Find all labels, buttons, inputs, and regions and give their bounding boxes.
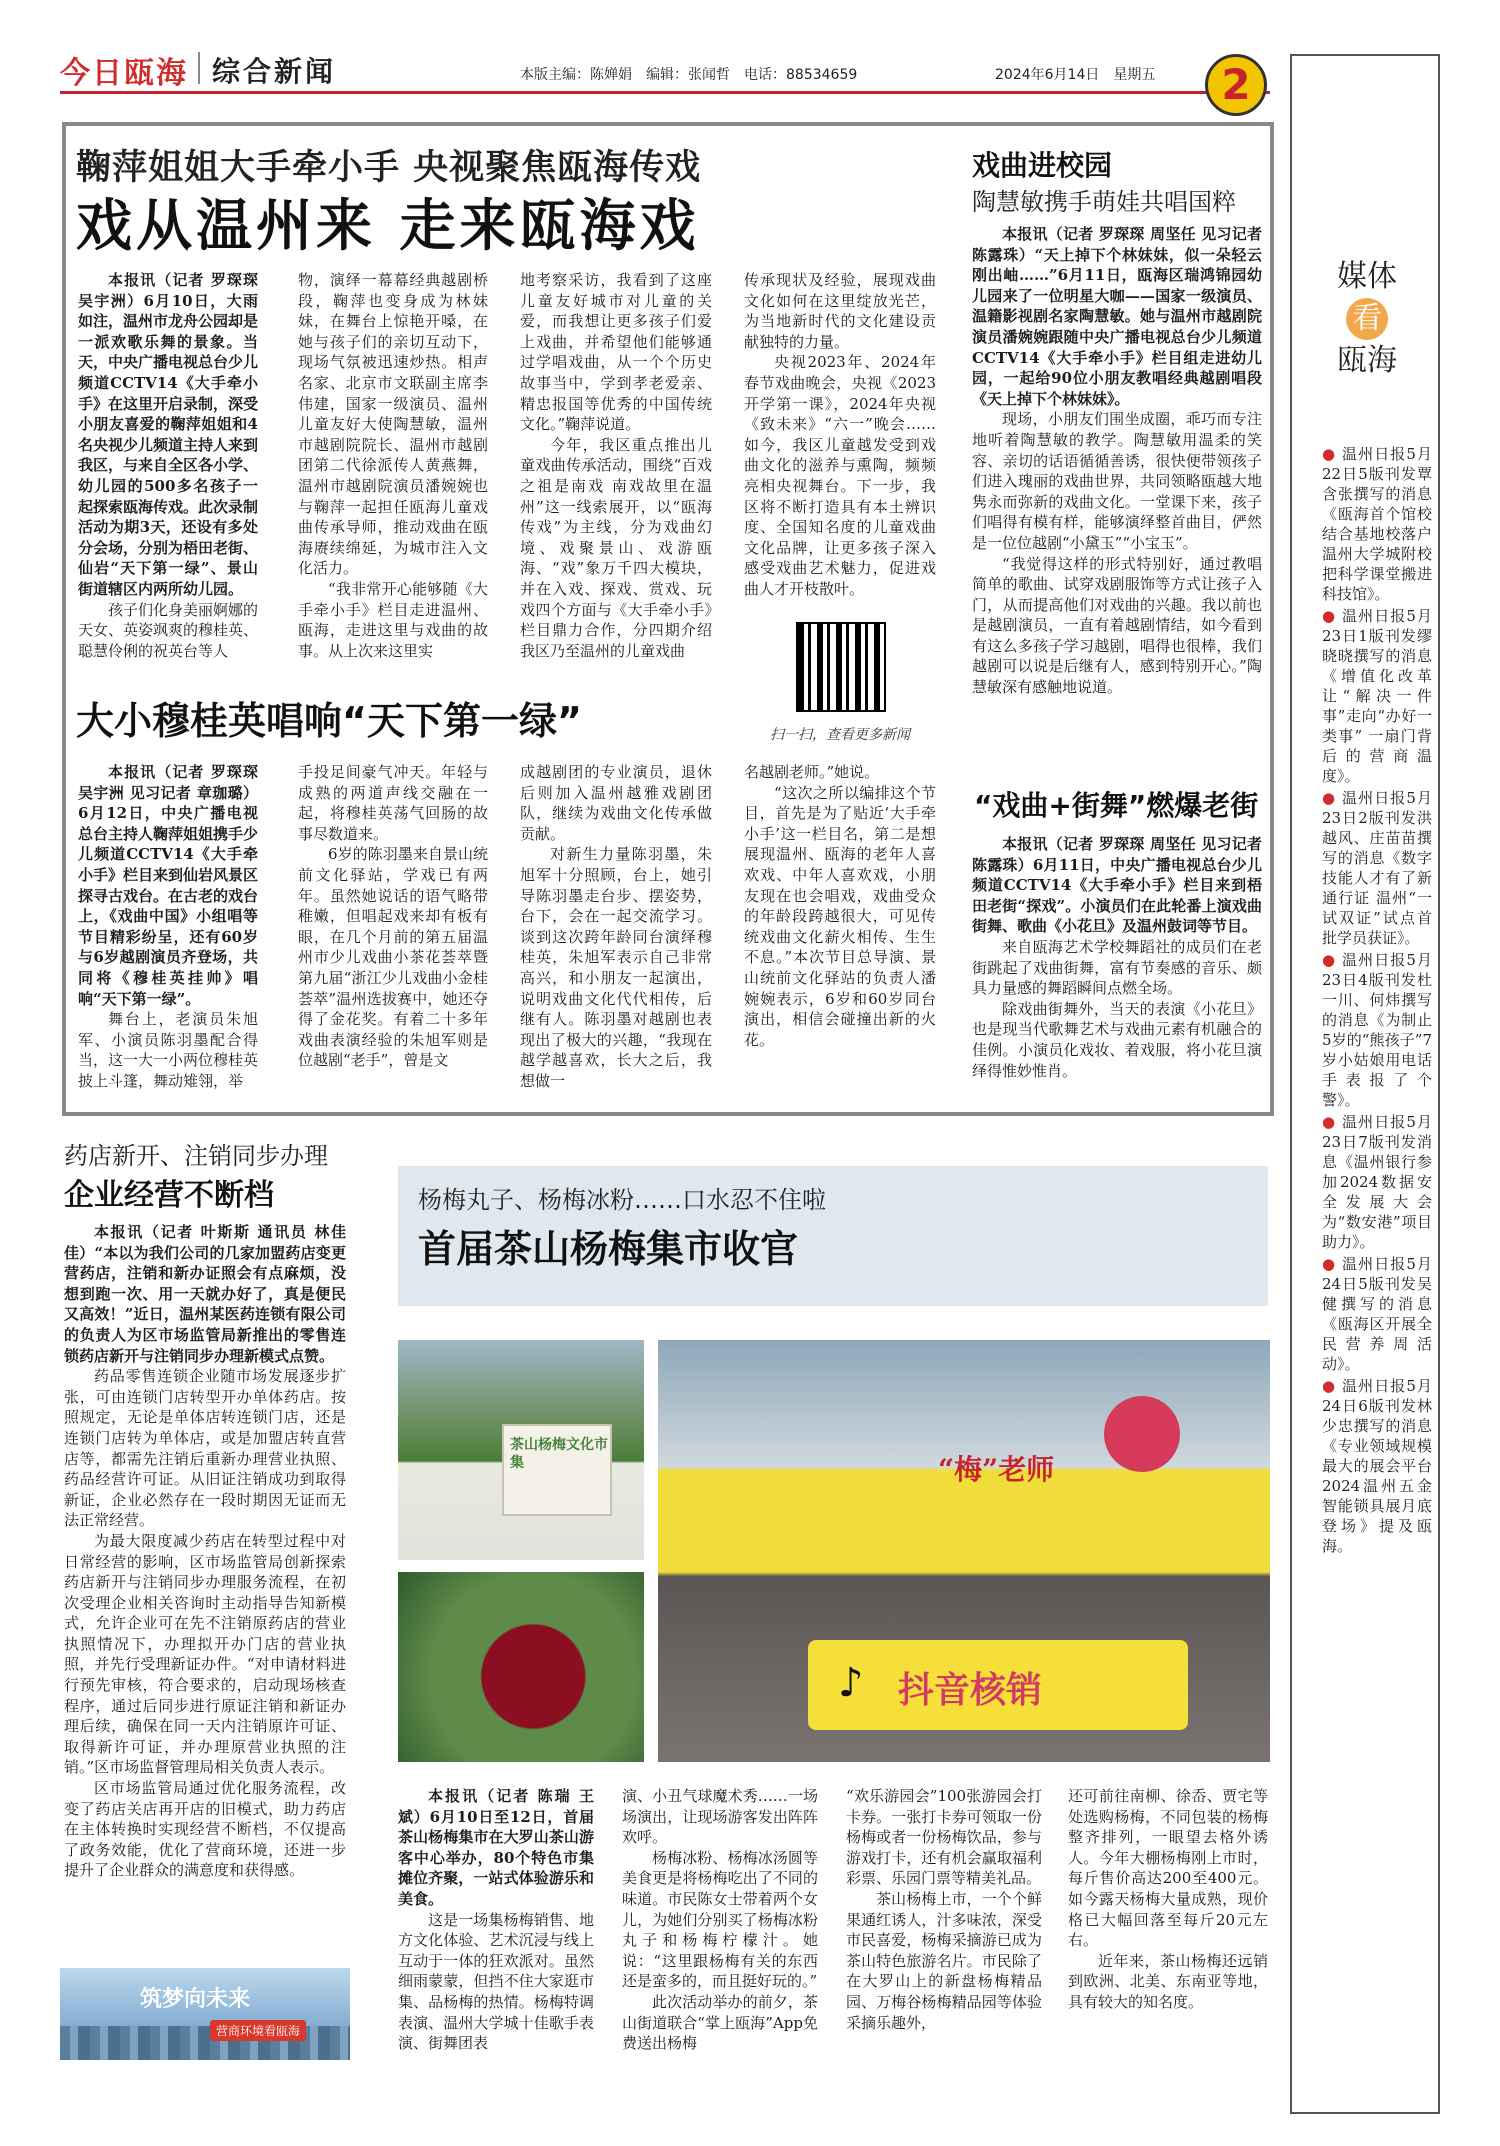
- story5-paragraph: 区市场监管局通过优化服务流程，改变了药店关店再开店的旧模式，助力药店在主体转换时实现经营不断档，不仅提高了政务效能，优化了营商环境，还进一步提升了企业群众的满意度和获得感。: [64, 1779, 346, 1880]
- story5-paragraph: 本报讯（记者 叶斯斯 通讯员 林佳佳）“本以为我们公司的几家加盟药店变更营药店，注销和新办证照会有点麻烦，没想到跑一次、用一天就办好了，真是便民又高效！”近日，温州某医药连锁有限公司的负责人为区市场监管局新推出的零售连锁药店新开与注销同步办理新模式点赞。: [64, 1223, 346, 1365]
- logo-divider: [198, 52, 200, 84]
- story3-column-3: [520, 762, 712, 1104]
- story6-paragraph: 这是一场集杨梅销售、地方文化体验、艺术沉浸与线上互动于一体的狂欢派对。虽然细雨蒙蒙，但挡不住大家逛市集、品杨梅的热情。杨梅特调表演、温州大学城十佳歌手表演、街舞团表: [398, 1910, 594, 2053]
- story6-pre-title: 杨梅丸子、杨梅冰粉……口水忍不住啦: [418, 1186, 826, 1214]
- story6-paragraph: 茶山杨梅上市，一个个鲜果通红诱人，汁多味浓，深受市民喜爱，杨梅采摘游已成为茶山特色旅游名片。市民除了在大罗山上的新盘杨梅精品园、万梅谷杨梅精品园等体验采摘乐趣外，: [846, 1889, 1042, 2032]
- sidebar-title-mid: 看: [1346, 298, 1388, 340]
- story3-paragraph: 本报讯（记者 罗琛琛 吴宇洲 见习记者 章珈璐）6月12日，中央广播电视总台主持人鞠萍姐姐携手少儿频道CCTV14《大手牵小手》栏目来到仙岩风景区探寻古戏台。在古老的戏台上，《戏曲中国》小组唱等节目精彩纷呈，还有60岁与6岁越剧演员齐登场，共同将《穆桂英挂帅》唱响“天下第一绿”。: [78, 763, 258, 1008]
- story3-column-1: [78, 762, 258, 1104]
- sidebar-list-item: ● 温州日报5月23日1版刊发缪晓晓撰写的消息《增值化改革让“解决一件事”走向“办好一类事” 一扇门背后的营商温度》。: [1322, 607, 1432, 785]
- story6-column-4: [1068, 1786, 1268, 2086]
- page-number-badge: [1205, 54, 1267, 116]
- bullet-dot-icon: ●: [1322, 1255, 1343, 1273]
- story5-title: 企业经营不断档: [64, 1178, 274, 1213]
- story6-paragraph: 近年来，茶山杨梅还远销到欧洲、北美、东南亚等地，具有较大的知名度。: [1068, 1951, 1268, 2011]
- story3-paragraph: 手投足间豪气冲天。年轻与成熟的两道声线交融在一起，将穆桂英荡气回肠的故事尽数道来。: [298, 763, 488, 843]
- stall-banner: [808, 1640, 1188, 1730]
- story1-column-2: [298, 270, 488, 680]
- story1-paragraph: 本报讯（记者 罗琛琛 吴宇洲）6月10日，大雨如注，温州市龙舟公园却是一派欢歌乐舞的景象。当天，中央广播电视总台少儿频道CCTV14《大手牵小手》在这里开启录制，深受小朋友喜爱的鞠萍姐姐和4名央视少儿频道主持人来到我区，与来自全区各小学、幼儿园的500多名孩子一起探索瓯海传戏。此次录制活动为期3天，还设有多处分会场，分别为梧田老街、仙岩“天下第一绿”、景山街道辖区内两所幼儿园。: [78, 271, 258, 598]
- story6-column-2: [622, 1786, 818, 2086]
- sidebar-list: [1322, 444, 1432, 1724]
- story6-paragraph: 杨梅冰粉、杨梅冰汤圆等美食更是将杨梅吃出了不同的味道。市民陈女士带着两个女儿，为她们分别买了杨梅冰粉丸子和杨梅柠檬汁。她说：“这里跟杨梅有关的东西还是蛮多的，而且挺好玩的。”: [622, 1848, 818, 1991]
- story1-column-3: [520, 270, 712, 680]
- city-skyline: [60, 2026, 350, 2060]
- photo-market-stall: [658, 1340, 1270, 1762]
- story6-column-3: [846, 1786, 1042, 2086]
- bullet-dot-icon: ●: [1322, 1113, 1343, 1131]
- story2-body: [972, 224, 1262, 764]
- story4-title: “戏曲+街舞”燃爆老街: [974, 789, 1259, 822]
- story4-paragraph: 来自瓯海艺术学校舞蹈社的成员们在老街跳起了戏曲街舞，富有节奏感的音乐、颇具力量感的舞蹈瞬间点燃全场。: [972, 937, 1262, 998]
- sidebar-title-bottom: 瓯海: [1337, 343, 1397, 378]
- sidebar-list-item: ● 温州日报5月24日6版刊发林少忠撰写的消息《专业领域规模最大的展会平台 2024温州五金智能锁具展月底登场》提及瓯海。: [1322, 1377, 1432, 1555]
- story3-column-4: [744, 762, 936, 1104]
- sidebar-list-item: ● 温州日报5月22日5版刊发覃含张撰写的消息《瓯海首个馆校结合基地校落户温州大学城附校 把科学课堂搬进科技馆》。: [1322, 445, 1432, 603]
- story3-paragraph: 对新生力量陈羽墨，朱旭军十分照顾，台上，她引导陈羽墨走台步、摆姿势，台下，会在一起交流学习。谈到这次跨年龄同台演绎穆桂英，朱旭军表示自己非常高兴，和小朋友一起演出，说明戏曲文化代代相传，后继有人。陈羽墨对越剧也表现出了极大的兴趣，“我现在越学越喜欢，长大之后，我想做一: [520, 845, 712, 1090]
- story4-paragraph: 除戏曲街舞外，当天的表演《小花旦》也是现当代歌舞艺术与戏曲元素有机融合的佳例。小演员化戏妆、着戏服，将小花旦演绎得惟妙惟肖。: [972, 999, 1262, 1080]
- bullet-dot-icon: ●: [1322, 607, 1343, 625]
- photo-bayberry-hand: [398, 1572, 644, 1762]
- story2-title: 戏曲进校园: [972, 149, 1113, 182]
- story5-body: [64, 1222, 346, 1962]
- photo-bayberry-board: [398, 1340, 644, 1560]
- story1-column-4: [744, 270, 936, 610]
- stall-banner-text: 抖音核销: [898, 1670, 1043, 1711]
- bullet-dot-icon: ●: [1322, 951, 1343, 969]
- douyin-icon: ♪: [838, 1660, 864, 1706]
- story5-paragraph: 为最大限度减少药店在转型过程中对日常经营的影响，区市场监管局创新探索药店新开与注销同步办理服务流程，在初次受理企业相关咨询时主动指导告知新模式，允许企业可在先不注销原药店的营业执照情况下，办理拟开办门店的营业执照，并先行受理新证办件。“对申请材料进行预先审核，符合要求的，启动现场核查程序，通过后同步进行原证注销和新证办理后续，确保在同一天内注销原许可证、取得新许可证，并办理原营业执照的注销。”区市场监督管理局相关负责人表示。: [64, 1531, 346, 1777]
- story1-paragraph: 地考察采访，我看到了这座儿童友好城市对儿童的关爱，而我想让更多孩子们爱上戏曲，并希望他们能够通过学唱戏曲，从一个个历史故事当中，学到孝老爱亲、精忠报国等优秀的中国传统文化。”鞠萍说道。: [520, 271, 712, 434]
- sidebar-list-item: ● 温州日报5月23日2版刊发洪越风、庄苗苗撰写的消息《数字技能人才有了新通行证 温州“一试双证”试点首批学员获证》。: [1322, 789, 1432, 947]
- story2-paragraph: 本报讯（记者 罗琛琛 周坚任 见习记者 陈露珠）“天上掉下个林妹妹，似一朵轻云刚出岫……”6月11日，瓯海区瑞鸿锦园幼儿园来了一位明星大咖——国家一级演员、温籍影视剧名家陶慧敏。她与温州市越剧院演员潘婉婉跟随中央广播电视总台少儿频道CCTV14《大手牵小手》栏目组走进幼儿园，一起给90位小朋友教唱经典越剧唱段《天上掉下个林妹妹》。: [972, 225, 1262, 408]
- story3-paragraph: “这次之所以编排这个节目，首先是为了贴近‘大手牵小手’这一栏目名，第二是想展现温州、瓯海的老年人喜欢戏、中年人喜欢戏，小朋友现在也会唱戏，戏曲受众的年龄段跨越很大，可见传统戏曲文化薪火相传、生生不息。”本次节目总导演、景山统前文化驿站的负责人潘婉婉表示，6岁和60岁同台演出，相信会碰撞出新的火花。: [744, 783, 936, 1049]
- story1-paragraph: 传承现状及经验，展现戏曲文化如何在这里绽放光芒，为当地新时代的文化建设贡献独特的力量。: [744, 271, 936, 351]
- story6-paragraph: 此次活动举办的前夕，茶山街道联合“掌上瓯海”App免费送出杨梅: [622, 1992, 818, 2053]
- story1-paragraph: 孩子们化身美丽婀娜的天女、英姿飒爽的穆桂英、聪慧伶俐的祝英台等人: [78, 600, 258, 660]
- sidebar-list-item: ● 温州日报5月23日4版刊发杜一川、何炜撰写的消息《为制止5岁的“熊孩子”7岁小姑娘用电话手表报了个警》。: [1322, 951, 1432, 1109]
- masthead: [60, 44, 1270, 94]
- story4-body: [972, 834, 1262, 1106]
- banner-subtitle: 营商环境看瓯海: [210, 2020, 306, 2041]
- market-signboard: [502, 1424, 612, 1516]
- section-name: 综合新闻: [212, 55, 337, 88]
- signboard-text: 茶山杨梅文化市集: [510, 1437, 608, 1471]
- stall-sign: “梅”老师: [938, 1453, 1055, 1486]
- qr-caption: 扫一扫，查看更多新闻: [770, 727, 910, 743]
- publication-date: 2024年6月14日 星期五: [995, 67, 1156, 83]
- story1-column-1: [78, 270, 258, 680]
- sidebar-list-item: ● 温州日报5月24日5版刊发吴健撰写的消息《瓯海区开展全民营养周活动》。: [1322, 1255, 1432, 1373]
- bayberry-mascot: [1104, 1396, 1180, 1472]
- story2-subtitle: 陶慧敏携手萌娃共唱国粹: [972, 188, 1236, 216]
- story6-paragraph: 演、小丑气球魔术秀……一场场演出，让现场游客发出阵阵欢呼。: [622, 1787, 818, 1847]
- sidebar-title-top: 媒体: [1337, 259, 1397, 294]
- story1-paragraph: “我非常开心能够随《大手牵小手》栏目走进温州、瓯海，走进这里与戏曲的故事。从上次来这里实: [298, 579, 488, 660]
- story6-title: 首届茶山杨梅集市收官: [418, 1227, 799, 1271]
- story3-paragraph: 舞台上，老演员朱旭军、小演员陈羽墨配合得当，这一大一小两位穆桂英披上斗篷，舞动雉翎，举: [78, 1010, 258, 1090]
- story3-column-2: [298, 762, 488, 1104]
- story2-paragraph: “我觉得这样的形式特别好，通过教唱简单的歌曲、试穿戏剧服饰等方式让孩子入门，从而提高他们对戏曲的兴趣。我以前也是越剧演员，一直有着越剧情结，如今看到有这么多孩子学习越剧，唱得也很棒，我们越剧可以说是后继有人，感到特别开心。”陶慧敏深有感触地说道。: [972, 554, 1262, 697]
- story1-paragraph: 物，演绎一幕幕经典越剧桥段，鞠萍也变身成为林妹妹，在舞台上惊艳开嗓，在她与孩子们的亲切互动下，现场气氛被迅速炒热。相声名家、北京市文联副主席李伟建，国家一级演员、温州儿童友好大使陶慧敏，温州市越剧院院长、温州市越剧团第二代徐派传人黄燕舞，温州市越剧院演员潘婉婉也与鞠萍一起担任瓯海儿童戏曲传承导师，推动戏曲在瓯海赓续绵延，为城市注入文化活力。: [298, 271, 488, 578]
- story3-title: 大小穆桂英唱响“天下第一绿”: [76, 699, 582, 743]
- qr-code-icon[interactable]: [796, 622, 886, 712]
- story1-paragraph: 央视2023年、2024年春节戏曲晚会，央视《2023开学第一课》，2024年央视《致未来》“六一”晚会……如今，我区儿童越发受到戏曲文化的滋养与熏陶，频频亮相央视舞台。下一步，我区将不断打造具有本土辨识度、全国知名度的儿童戏曲文化品牌，让更多孩子深入感受戏曲艺术魅力，促进戏曲人才开枝散叶。: [744, 353, 936, 598]
- banner-title: 筑梦向未来: [140, 1987, 251, 2012]
- media-watch-sidebar: [1290, 54, 1440, 2114]
- editor-info: 本版主编：陈婵娟 编辑：张闻哲 电话：88534659: [520, 67, 858, 83]
- story3-paragraph: 成越剧团的专业演员，退休后则加入温州越雅戏剧团队，继续为戏曲文化传承做贡献。: [520, 763, 712, 843]
- story3-paragraph: 名越剧老师。”她说。: [744, 763, 880, 781]
- bullet-dot-icon: ●: [1322, 789, 1343, 807]
- story4-paragraph: 本报讯（记者 罗琛琛 周坚任 见习记者 陈露珠）6月11日，中央广播电视总台少儿频道CCTV14《大手牵小手》栏目来到梧田老街“探戏”。小演员们在此轮番上演戏曲街舞、歌曲《小花旦》及温州鼓词等节目。: [972, 835, 1262, 936]
- sidebar-list-item: ● 温州日报5月23日7版刊发消息《温州银行参加2024数据安全发展大会 为“数安港”项目助力》。: [1322, 1113, 1432, 1251]
- newspaper-logo: 今日瓯海: [60, 56, 188, 91]
- bullet-dot-icon: ●: [1322, 445, 1343, 463]
- page-number: 2: [1221, 60, 1251, 109]
- sidebar-title: [1292, 256, 1442, 382]
- story5-pre-title: 药店新开、注销同步办理: [64, 1142, 328, 1170]
- story1-headline-line2: 戏从温州来 走来瓯海戏: [76, 193, 700, 259]
- story6-paragraph: “欢乐游园会”100张游园会打卡券。一张打卡券可领取一份杨梅或者一份杨梅饮品，参与游戏打卡，还有机会赢取福利彩票、乐园门票等精美礼品。: [846, 1787, 1042, 1888]
- story2-paragraph: 现场，小朋友们围坐成圈，乖巧而专注地听着陶慧敏的教学。陶慧敏用温柔的笑容、亲切的话语循循善诱，很快便带领孩子们进入瑰丽的戏曲世界，共同领略瓯越大地隽永而弥新的戏曲文化。一堂课下来，孩子们唱得有模有样，能够演绎整首曲目，俨然是一位位越剧“小黛玉”“小宝玉”。: [972, 410, 1262, 552]
- bullet-dot-icon: ●: [1322, 1377, 1343, 1395]
- story1-paragraph: 今年，我区重点推出儿童戏曲传承活动，围绕“百戏之祖是南戏 南戏故里在温州”这一线索展开，以“瓯海传戏”为主线，分为戏曲幻境、戏聚景山、戏游瓯海、“戏”象万千四大模块，并在入戏、探戏、赏戏、玩戏四个方面与《大手牵小手》栏目鼎力合作，分四期介绍我区乃至温州的儿童戏曲: [520, 435, 712, 660]
- story3-paragraph: 6岁的陈羽墨来自景山统前文化驿站，学戏已有两年。虽然她说话的语气略带稚嫩，但唱起戏来却有板有眼，在几个月前的第五届温州市少儿戏曲小茶花荟萃暨第九届“浙江少儿戏曲小金桂荟萃”温州选拔赛中，她还夺得了金花奖。有着二十多年戏曲表演经验的朱旭军则是位越剧“老手”，曾是文: [298, 845, 488, 1070]
- story5-paragraph: 药品零售连锁企业随市场发展逐步扩张，可由连锁门店转型开办单体药店。按照规定，无论是单体店转连锁门店，还是连锁门店转为单体店，或是加盟店转直营店等，都需先注销后重新办理营业执照、药品经营许可证。从旧证注销成功到取得新证，企业必然存在一段时期因无证而无法正常经营。: [64, 1367, 346, 1530]
- story1-headline-line1: 鞠萍姐姐大手牵小手 央视聚焦瓯海传戏: [76, 148, 702, 188]
- story6-paragraph: 还可前往南柳、徐岙、贾宅等处选购杨梅，不同包装的杨梅整齐排列，一眼望去格外诱人。今年大棚杨梅刚上市时，每斤售价高达200至400元。如今露天杨梅大量成熟，现价格已大幅回落至每斤20元左右。: [1068, 1787, 1268, 1950]
- story6-paragraph: 本报讯（记者 陈瑞 王斌）6月10日至12日，首届茶山杨梅集市在大罗山茶山游客中心举办，80个特色市集摊位齐聚，一站式体验游乐和美食。: [398, 1787, 594, 1908]
- story6-column-1: [398, 1786, 594, 2086]
- business-environment-banner: [60, 1968, 350, 2060]
